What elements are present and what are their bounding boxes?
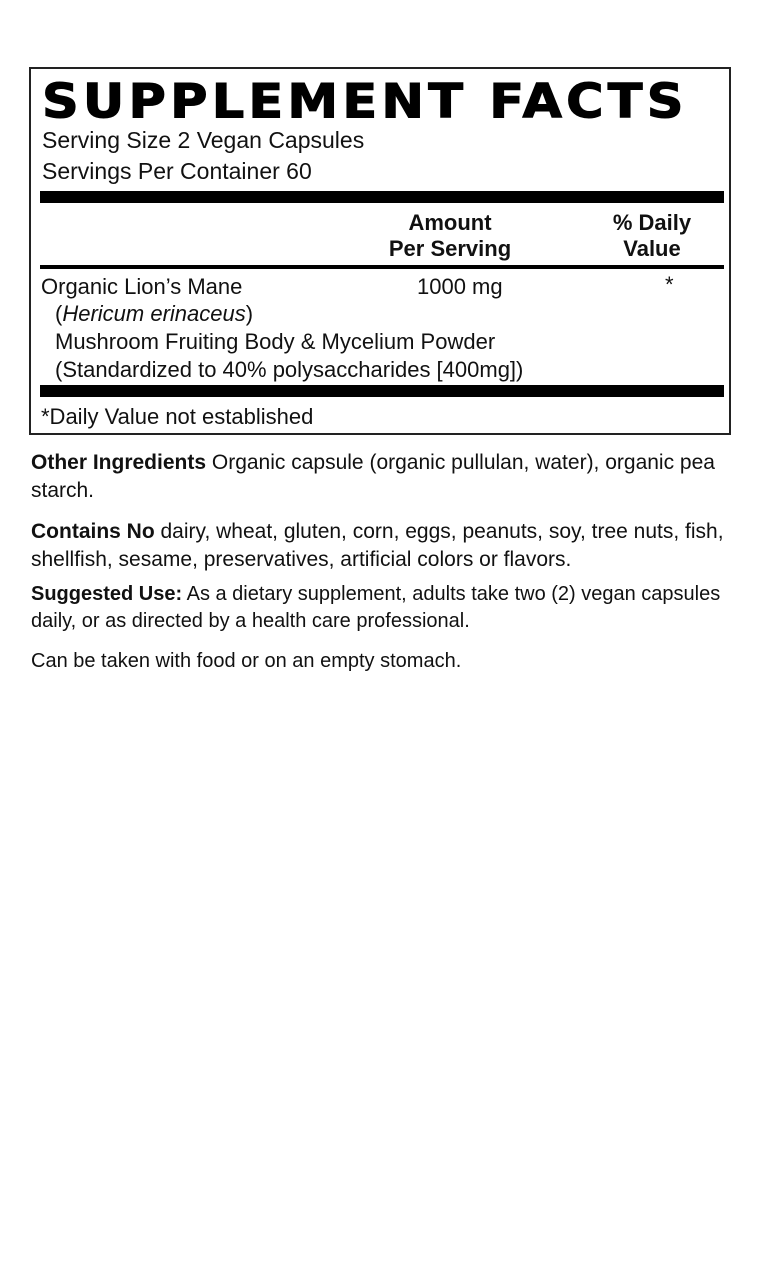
suggested-use bbox=[31, 581, 741, 635]
footnote: *Daily Value not established bbox=[41, 404, 314, 429]
latin-name: Hericum erinaceus bbox=[62, 301, 246, 326]
ingredient-latin-name bbox=[55, 300, 253, 328]
daily-value-column-header bbox=[597, 210, 707, 262]
header-divider bbox=[40, 265, 724, 269]
dv-header-line1: % Daily bbox=[612, 210, 692, 235]
thick-divider-bottom bbox=[40, 385, 724, 397]
other-ingredients bbox=[31, 449, 741, 505]
amount-header-line1: Amount bbox=[408, 210, 492, 235]
paren-close: ) bbox=[245, 301, 254, 326]
amount-header-line2: Per Serving bbox=[388, 236, 512, 261]
other-ingredients-heading: Other Ingredients bbox=[31, 451, 207, 474]
suggested-use-text: As a dietary supplement, adults take two (2) vegan capsules daily, or as directed by a health care professional. bbox=[31, 583, 721, 632]
ingredient-amount: 1000 mg bbox=[417, 274, 503, 299]
thick-divider-top bbox=[40, 191, 724, 203]
contains-no-heading: Contains No bbox=[31, 520, 155, 543]
ingredient-daily-value: * bbox=[665, 272, 674, 297]
ingredient-description: Mushroom Fruiting Body & Mycelium Powder bbox=[55, 329, 496, 354]
ingredient-name: Organic Lion’s Mane bbox=[41, 274, 243, 299]
paren-open: ( bbox=[55, 301, 63, 326]
contains-no-text: dairy, wheat, gluten, corn, eggs, peanuts, soy, tree nuts, fish, shellfish, sesame, preservatives, artificial colors or flavors. bbox=[31, 520, 724, 571]
dv-header-line2: Value bbox=[623, 236, 681, 261]
other-ingredients-text: Organic capsule (organic pullulan, water), organic pea starch. bbox=[31, 451, 715, 502]
panel-title: SUPPLEMENT FACTS bbox=[42, 75, 688, 130]
contains-no bbox=[31, 518, 741, 574]
suggested-use-heading: Suggested Use: bbox=[31, 583, 183, 605]
serving-size: Serving Size 2 Vegan Capsules bbox=[42, 127, 365, 153]
supplement-facts-panel bbox=[29, 67, 731, 435]
servings-per-container: Servings Per Container 60 bbox=[42, 158, 312, 184]
ingredient-standardization: (Standardized to 40% polysaccharides [400mg]) bbox=[55, 357, 524, 382]
usage-note: Can be taken with food or on an empty stomach. bbox=[31, 650, 462, 672]
amount-column-header bbox=[377, 210, 523, 262]
